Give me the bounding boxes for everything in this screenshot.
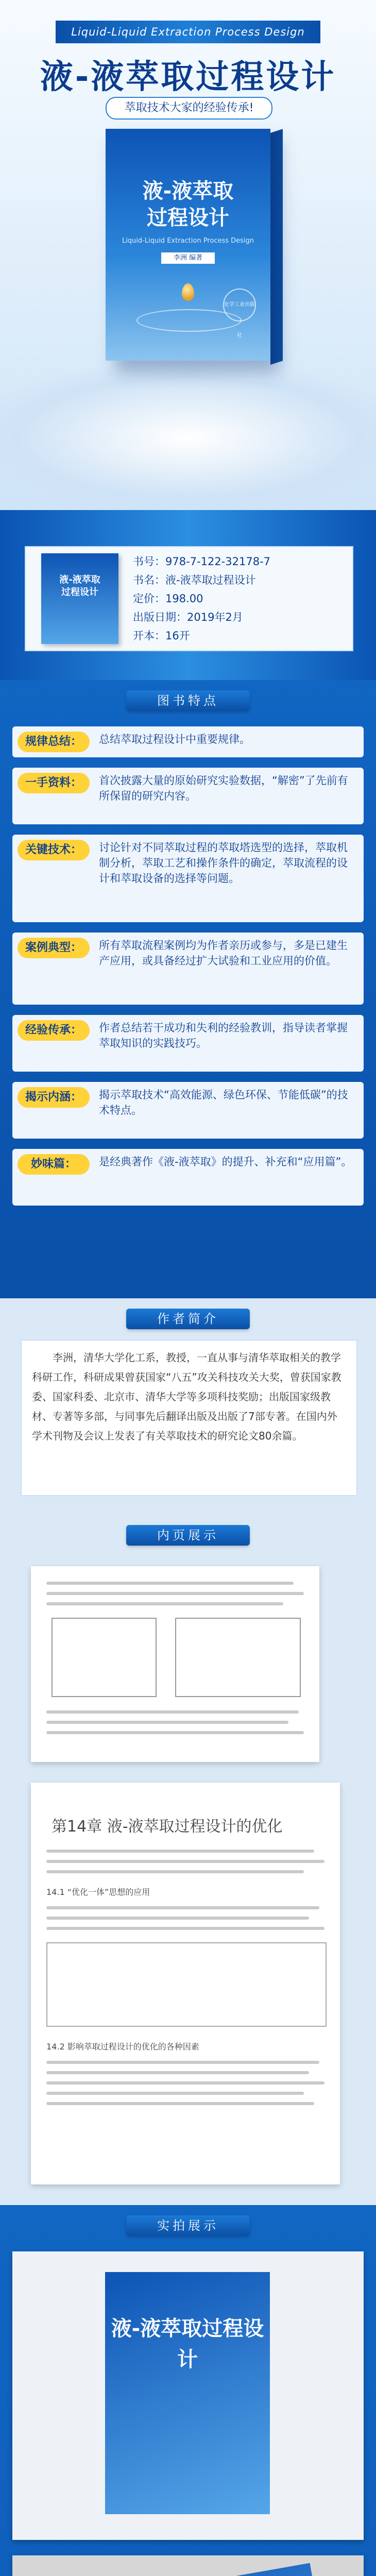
water-splash-decoration [0, 361, 376, 510]
feature-tag: 经验传承： [18, 1020, 90, 1041]
book-info-panel [0, 510, 376, 680]
feature-text: 首次披露大量的原始研究实验数据，“解密”了先前有所保留的研究内容。 [99, 774, 348, 802]
inner-page-chapter [31, 1783, 340, 2184]
diagram-figure [52, 1618, 157, 1697]
hero-banner [0, 0, 376, 510]
feature-text: 揭示萃取技术“高效能源、绿色环保、节能低碳”的技术特点。 [99, 1089, 348, 1116]
book-spine [270, 129, 283, 365]
feature-item [12, 1015, 364, 1072]
real-photos-header: 实拍展示 [126, 2215, 250, 2236]
feature-text: 是经典著作《液-液萃取》的提升、补充和“应用篇”。 [99, 1156, 352, 1168]
format: 开本：16开 [133, 630, 190, 642]
feature-text: 所有萃取流程案例均为作者亲历或参与，多是已建生产应用，或具备经过扩大试验和工业应用的价值。 [99, 939, 348, 967]
real-photos-section [0, 2205, 376, 2576]
photo-book-spine [12, 2555, 364, 2576]
chapter-title: 第14章 液-液萃取过程设计的优化 [52, 1818, 283, 1836]
feature-item [12, 768, 364, 824]
english-title-ribbon: Liquid-Liquid Extraction Process Design [56, 21, 320, 43]
feature-tag: 一手资料： [18, 773, 90, 793]
author-section [0, 1298, 376, 1515]
data-table [46, 1942, 327, 2027]
feature-tag: 关键技术： [18, 840, 90, 860]
thumbnail-title: 液-液萃取 过程设计 [59, 574, 100, 598]
inner-pages-section [0, 1515, 376, 2205]
section-heading: 14.1 “优化一体”思想的应用 [46, 1887, 150, 1897]
features-section [0, 680, 376, 1298]
section-heading: 14.2 影响萃取过程设计的优化的各种因素 [46, 2042, 199, 2052]
photo-book-front [12, 2251, 364, 2540]
feature-text: 作者总结若干成功和失利的经验教训，指导读者掌握萃取知识的实践技巧。 [99, 1022, 348, 1049]
book-cover-en-title: Liquid-Liquid Extraction Process Design [122, 237, 254, 245]
book-cover-title: 液-液萃取 过程设计 [142, 179, 234, 230]
publish-date: 出版日期：2019年2月 [133, 611, 243, 623]
author-bio: 李洲，清华大学化工系，教授，一直从事与清华萃取相关的教学科研工作，科研成果曾获国家“八五”攻关科技攻关大奖，曾获国家教委、国家科委、北京市、清华大学等多项科技奖励；出版国家级教材、专著等多部，与同事先后翻译出版及出版了7部专著。在国内外学术刊物及会议上发表了有关萃取技术的研究论文80余篇。 [32, 1351, 341, 1442]
feature-item [12, 835, 364, 922]
inner-pages-header: 内页展示 [126, 1525, 250, 1546]
hero-subtitle: 萃取技术大家的经验传承! [106, 97, 272, 120]
hero-title: 液-液萃取过程设计 [40, 58, 336, 96]
book-thumbnail [41, 553, 118, 644]
features-header: 图书特点 [126, 690, 250, 711]
author-box [21, 1340, 357, 1496]
feature-item [12, 1082, 364, 1139]
feature-text: 讨论针对不同萃取过程的萃取塔选型的选择，萃取机制分析，萃取工艺和操作条件的确定，萃取流程的设计和萃取设备的选择等问题。 [99, 841, 348, 885]
inner-page-sample [31, 1566, 319, 1762]
photo-book-angle [26, 2563, 349, 2576]
photo-book-cover: 液-液萃取过程设计 [105, 2272, 270, 2514]
publisher-logo: 化学工业出版社 [223, 289, 256, 321]
feature-tag: 揭示内涵： [18, 1087, 90, 1108]
book-info-lines [133, 552, 344, 645]
feature-item [12, 1149, 364, 1206]
feature-item [12, 933, 364, 1005]
feature-tag: 案例典型： [18, 938, 90, 958]
feature-tag: 妙味篇： [18, 1154, 90, 1175]
oil-drop-icon [182, 283, 194, 301]
feature-text: 总结萃取过程设计中重要规律。 [99, 733, 250, 745]
book-cover-author: 李洲 编著 [161, 252, 215, 264]
feature-tag: 规律总结： [18, 732, 90, 752]
price: 定价：198.00 [133, 592, 203, 605]
feature-item [12, 726, 364, 757]
author-header: 作者简介 [126, 1309, 250, 1329]
diagram-figure [175, 1618, 301, 1697]
book-cover [106, 129, 270, 361]
book-name: 书名：液-液萃取过程设计 [133, 574, 256, 586]
isbn: 书号：978-7-122-32178-7 [133, 555, 271, 568]
book-info-box [25, 546, 353, 651]
